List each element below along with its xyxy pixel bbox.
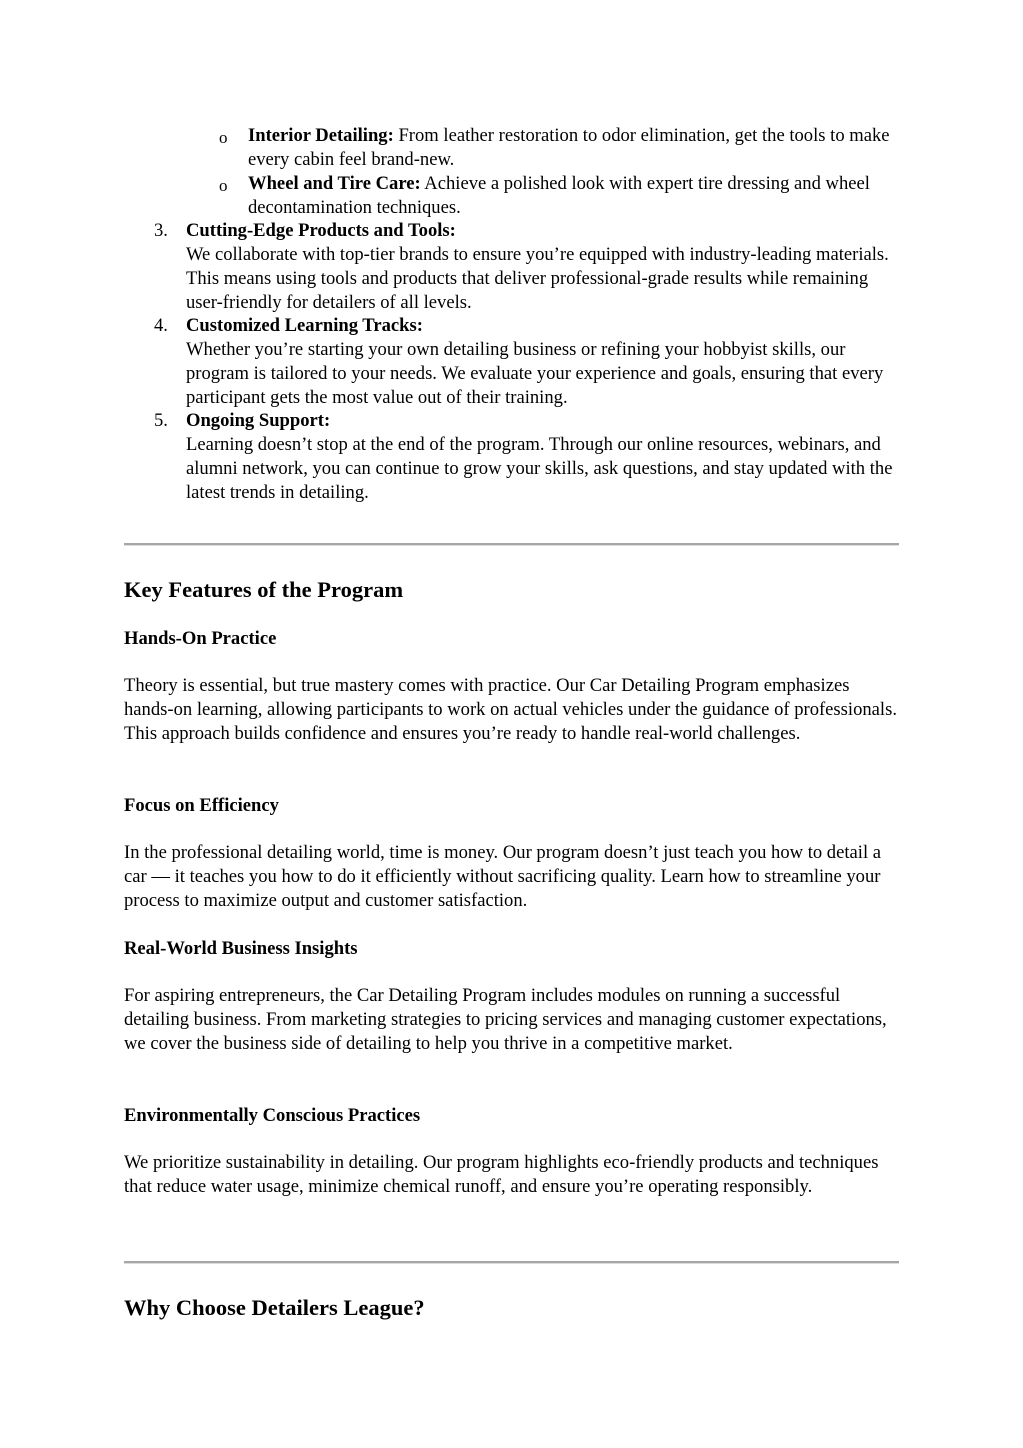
paragraph-efficiency: In the professional detailing world, time is money. Our program doesn’t just teach you how to detail a car — it teaches you how to do it efficiently without sacrificing quality. Learn how to streamline your process to maximize output and customer satisfaction. bbox=[124, 842, 882, 911]
sub-item-interior-detailing bbox=[248, 124, 898, 172]
list-item-title: Customized Learning Tracks: bbox=[186, 315, 423, 336]
sub-item-wheel-tire-care bbox=[248, 172, 898, 220]
list-item-cutting-edge bbox=[186, 219, 898, 315]
sub-item-title: Interior Detailing: bbox=[248, 125, 394, 146]
paragraph-environment: We prioritize sustainability in detailing. Our program highlights eco-friendly products and techniques that reduce water usage, minimize chemical runoff, and ensure you’re operating responsibly. bbox=[124, 1152, 879, 1197]
subheading-hands-on: Hands-On Practice bbox=[124, 628, 277, 649]
subheading-business-insights: Real-World Business Insights bbox=[124, 938, 358, 959]
list-item-text: Whether you’re starting your own detailing business or refining your hobbyist skills, our program is tailored to your needs. We evaluate your experience and goals, ensuring that every participant gets the most value out of their training. bbox=[186, 338, 884, 408]
paragraph-business-insights: For aspiring entrepreneurs, the Car Detailing Program includes modules on running a successful detailing business. From marketing strategies to pricing services and managing customer expectations, we cover the business side of detailing to help you thrive in a competitive market. bbox=[124, 985, 887, 1054]
section-heading-why-choose: Why Choose Detailers League? bbox=[124, 1295, 425, 1320]
horizontal-rule bbox=[124, 1261, 899, 1264]
sub-bullet-marker: o bbox=[219, 128, 228, 147]
list-item-customized-tracks bbox=[186, 314, 898, 410]
list-item-title: Ongoing Support: bbox=[186, 410, 331, 431]
sub-item-text: Achieve a polished look with expert tire dressing and wheel decontamination techniques. bbox=[248, 173, 870, 218]
subheading-efficiency: Focus on Efficiency bbox=[124, 795, 279, 816]
sub-item-title: Wheel and Tire Care: bbox=[248, 173, 421, 194]
list-item-text: Learning doesn’t stop at the end of the program. Through our online resources, webinars, and alumni network, you can continue to grow your skills, ask questions, and stay updated with the latest trends in detailing. bbox=[186, 433, 893, 503]
sub-bullet-marker: o bbox=[219, 176, 228, 195]
sub-item-text: From leather restoration to odor elimination, get the tools to make every cabin feel brand-new. bbox=[248, 125, 890, 170]
paragraph-hands-on: Theory is essential, but true mastery comes with practice. Our Car Detailing Program emphasizes hands-on learning, allowing participants to work on actual vehicles under the guidance of professionals. This approach builds confidence and ensures you’re ready to handle real-world challenges. bbox=[124, 675, 897, 744]
list-item-text: We collaborate with top-tier brands to ensure you’re equipped with industry-leading materials. This means using tools and products that deliver professional-grade results while remaining user-friendly for detailers of all levels. bbox=[186, 243, 889, 313]
horizontal-rule bbox=[124, 543, 899, 546]
list-number: 5. bbox=[154, 410, 168, 431]
list-number: 3. bbox=[154, 220, 168, 241]
subheading-environment: Environmentally Conscious Practices bbox=[124, 1105, 421, 1126]
list-number: 4. bbox=[154, 315, 168, 336]
list-item-title: Cutting-Edge Products and Tools: bbox=[186, 220, 456, 241]
list-item-ongoing-support bbox=[186, 409, 898, 505]
section-heading-key-features: Key Features of the Program bbox=[124, 577, 404, 602]
